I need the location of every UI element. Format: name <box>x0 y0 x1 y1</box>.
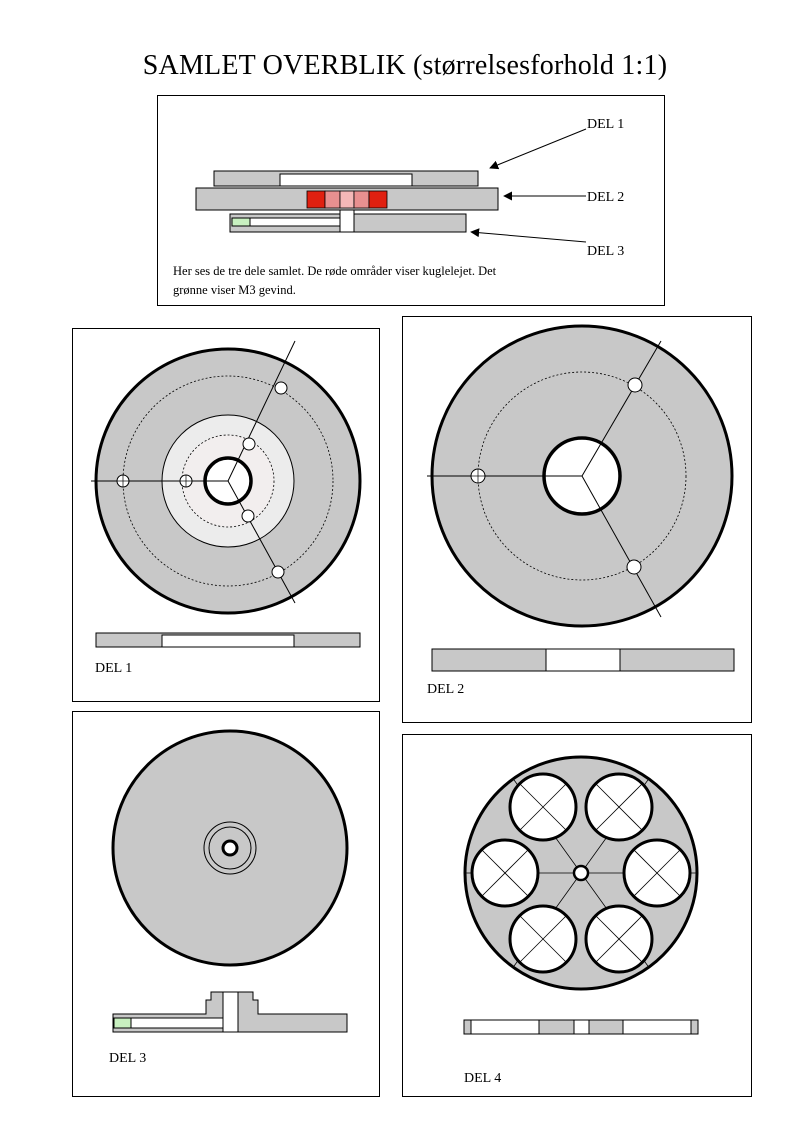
del2-hole <box>627 560 641 574</box>
bearing-inner-left <box>325 191 340 208</box>
del2-hole <box>628 378 642 392</box>
del3-side-bore <box>223 992 238 1032</box>
del1-recess <box>280 174 412 186</box>
del3-side-slot <box>131 1018 223 1028</box>
del4-label: DEL 4 <box>464 1071 502 1086</box>
del1-label: DEL 1 <box>95 661 133 676</box>
del2-drawing <box>403 317 753 724</box>
caption-line-2: grønne viser M3 gevind. <box>173 283 296 297</box>
del3-drawing <box>73 712 381 1098</box>
caption-line-1: Her ses de tre dele samlet. De røde områder viser kuglelejet. Det <box>173 264 497 278</box>
assembly-label-del3: DEL 3 <box>587 244 625 259</box>
del3-bore <box>223 841 237 855</box>
bearing-outer-left <box>307 191 325 208</box>
leader-del3 <box>471 232 586 242</box>
page-title: SAMLET OVERBLIK (størrelsesforhold 1:1) <box>142 50 668 81</box>
assembly-panel <box>157 95 665 306</box>
del4-center-bore <box>574 866 588 880</box>
del1-side-recess <box>162 635 294 647</box>
del3-side-thread <box>114 1018 131 1028</box>
del1-hole <box>272 566 284 578</box>
del2-label: DEL 2 <box>427 682 465 697</box>
del3-slot <box>248 218 340 226</box>
del4-side-pocket <box>574 1020 589 1034</box>
del1-hole <box>243 438 255 450</box>
del1-hole <box>242 510 254 522</box>
del3-label: DEL 3 <box>109 1051 147 1066</box>
del2-side-bore <box>546 649 620 671</box>
del4-side-pocket <box>623 1020 691 1034</box>
bearing-outer-right <box>369 191 387 208</box>
del2-panel <box>402 316 752 723</box>
leader-del1 <box>490 129 586 168</box>
del4-panel <box>402 734 752 1097</box>
del1-hole <box>275 382 287 394</box>
bearing-inner-right <box>354 191 369 208</box>
del4-drawing <box>403 735 753 1098</box>
assembly-label-del2: DEL 2 <box>587 190 625 205</box>
bearing-center <box>340 191 354 208</box>
del1-panel <box>72 328 380 702</box>
del4-side-pocket <box>471 1020 539 1034</box>
assembly-caption <box>173 262 573 300</box>
del3-bore <box>340 210 354 232</box>
del1-drawing <box>73 329 381 703</box>
assembly-label-del1: DEL 1 <box>587 117 625 132</box>
m3-thread <box>232 218 250 226</box>
del3-panel <box>72 711 380 1097</box>
